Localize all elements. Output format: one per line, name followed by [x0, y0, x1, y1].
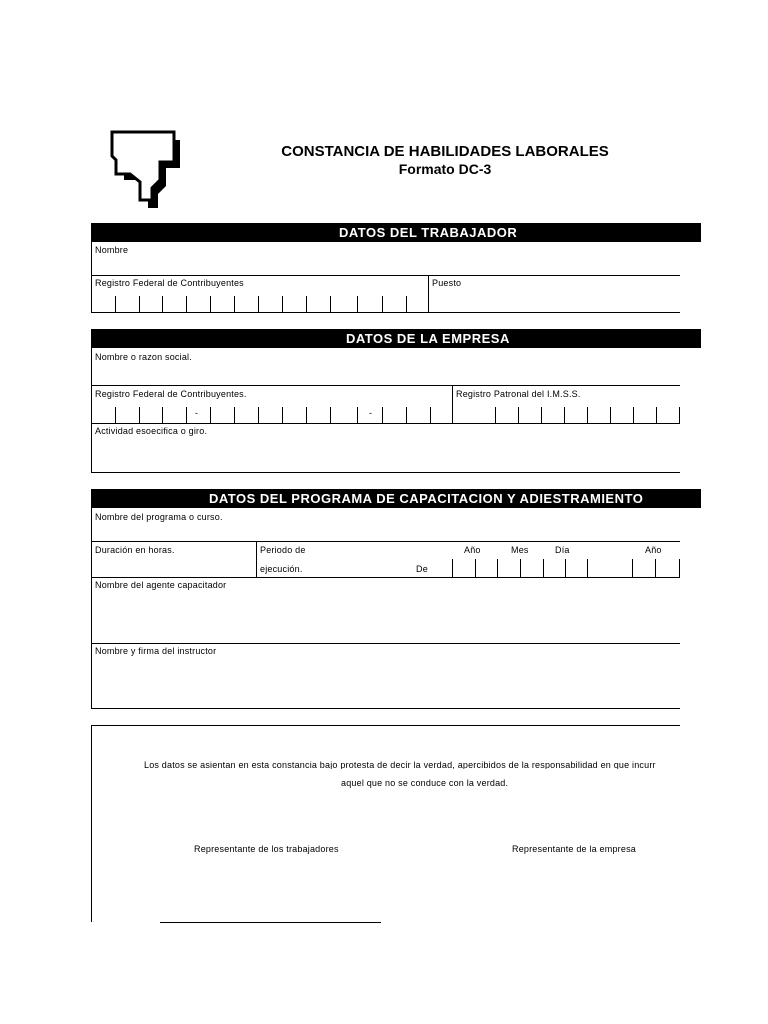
section-header-company: [91, 329, 701, 348]
worker-rfc-box-divider: [258, 296, 259, 312]
worker-position-label: Puesto: [432, 278, 462, 288]
worker-rfc-box-divider: [234, 296, 235, 312]
company-rfc-box-divider: [115, 407, 116, 423]
worker-rfc-box-divider: [115, 296, 116, 312]
worker-divider: [91, 275, 680, 276]
worker-rfc-box-divider: [382, 296, 383, 312]
declaration-text-line-2: aquel que no se conduce con la verdad.: [341, 778, 509, 788]
company-rfc-box-divider: [430, 407, 431, 423]
worker-rfc-label: Registro Federal de Contribuyentes: [95, 278, 244, 288]
program-date-box-divider: [475, 559, 476, 577]
company-rfc-box-divider: [330, 407, 331, 423]
worker-column-divider: [428, 275, 429, 313]
program-month-label: Mes: [511, 545, 529, 555]
section-title-program: DATOS DEL PROGRAMA DE CAPACITACION Y ADIESTRAMIENTO: [209, 491, 644, 506]
declaration-line-1-clip: [92, 755, 680, 769]
company-rfc-box-divider: [406, 407, 407, 423]
worker-rfc-box-divider: [186, 296, 187, 312]
program-agent-label: Nombre del agente capacitador: [95, 580, 227, 590]
program-divider-2: [91, 577, 680, 578]
program-instructor-label: Nombre y firma del instructor: [95, 646, 217, 656]
company-rfc-label: Registro Federal de Contribuyentes.: [95, 389, 247, 399]
section-header-worker: [91, 223, 701, 242]
worker-rfc-box-divider: [282, 296, 283, 312]
worker-rfc-box-divider: [357, 296, 358, 312]
section-header-program: [91, 489, 701, 508]
company-imss-box-divider: [587, 407, 588, 423]
program-column-divider: [256, 541, 257, 577]
company-imss-box-divider: [495, 407, 496, 423]
program-date-box-divider: [520, 559, 521, 577]
program-period-label-2: ejecución.: [260, 564, 303, 574]
company-imss-box-divider: [564, 407, 565, 423]
company-rfc-box-divider: [258, 407, 259, 423]
company-rfc-box-divider: [162, 407, 163, 423]
company-rfc-box-divider: [234, 407, 235, 423]
company-divider-1: [91, 385, 680, 386]
company-rfc-box-divider: [139, 407, 140, 423]
program-date-box-divider: [565, 559, 566, 577]
company-left-border: [91, 348, 92, 473]
company-rfc-box-divider: [282, 407, 283, 423]
declaration-top-border: [91, 725, 680, 726]
program-from-label: De: [416, 564, 428, 574]
program-left-border: [91, 508, 92, 709]
worker-left-border: [91, 242, 92, 313]
program-year-label-1: Año: [464, 545, 481, 555]
company-activity-label: Actividad esoecifica o giro.: [95, 426, 208, 436]
workers-representative-label: Representante de los trabajadores: [194, 844, 339, 854]
program-date-box-divider: [587, 559, 588, 577]
worker-rfc-box-divider: [330, 296, 331, 312]
program-divider-1: [91, 541, 680, 542]
company-rfc-box-divider: [382, 407, 383, 423]
company-imss-box-divider: [633, 407, 634, 423]
program-date-box-divider: [679, 559, 680, 577]
program-divider-3: [91, 643, 680, 644]
program-date-box-divider: [497, 559, 498, 577]
program-date-box-divider: [655, 559, 656, 577]
company-rfc-separator: -: [369, 408, 373, 418]
company-bottom-border: [91, 472, 680, 473]
section-title-worker: DATOS DEL TRABAJADOR: [339, 225, 518, 240]
section-title-company: DATOS DE LA EMPRESA: [346, 331, 510, 346]
worker-rfc-box-divider: [139, 296, 140, 312]
worker-rfc-box-divider: [406, 296, 407, 312]
company-imss-box-divider: [518, 407, 519, 423]
company-name-label: Nombre o razon social.: [95, 352, 192, 362]
program-date-box-divider: [452, 559, 453, 577]
company-imss-box-divider: [679, 407, 680, 423]
worker-rfc-box-divider: [162, 296, 163, 312]
company-rfc-box-divider: [306, 407, 307, 423]
declaration-text-line-1: Los datos se asientan en esta constancia bajo protesta de decir la verdad, apercibidos de la responsabilidad en que incurr: [144, 760, 656, 769]
company-imss-box-divider: [610, 407, 611, 423]
company-rfc-box-divider: [210, 407, 211, 423]
company-rfc-box-divider: [186, 407, 187, 423]
stps-logo: [108, 128, 188, 208]
program-year-label-2: Año: [645, 545, 662, 555]
program-bottom-border: [91, 708, 680, 709]
worker-bottom-border: [91, 312, 680, 313]
worker-rfc-box-divider: [306, 296, 307, 312]
program-date-box-divider: [543, 559, 544, 577]
signature-line: [160, 922, 381, 923]
company-imss-box-divider: [541, 407, 542, 423]
program-course-label: Nombre del programa o curso.: [95, 512, 223, 522]
company-rfc-separator: -: [195, 408, 199, 418]
company-rfc-box-divider: [357, 407, 358, 423]
company-imss-label: Registro Patronal del I.M.S.S.: [456, 389, 581, 399]
program-day-label: Día: [555, 545, 570, 555]
document-subtitle: Formato DC-3: [398, 161, 492, 177]
program-duration-label: Duración en horas.: [95, 545, 175, 555]
company-divider-2: [91, 423, 680, 424]
company-column-divider: [452, 385, 453, 423]
company-imss-box-divider: [656, 407, 657, 423]
program-period-label-1: Periodo de: [260, 545, 306, 555]
document-title: CONSTANCIA DE HABILIDADES LABORALES: [281, 143, 609, 160]
worker-rfc-box-divider: [210, 296, 211, 312]
program-date-box-divider: [632, 559, 633, 577]
company-representative-label: Representante de la empresa: [512, 844, 636, 854]
worker-name-label: Nombre: [95, 245, 129, 255]
